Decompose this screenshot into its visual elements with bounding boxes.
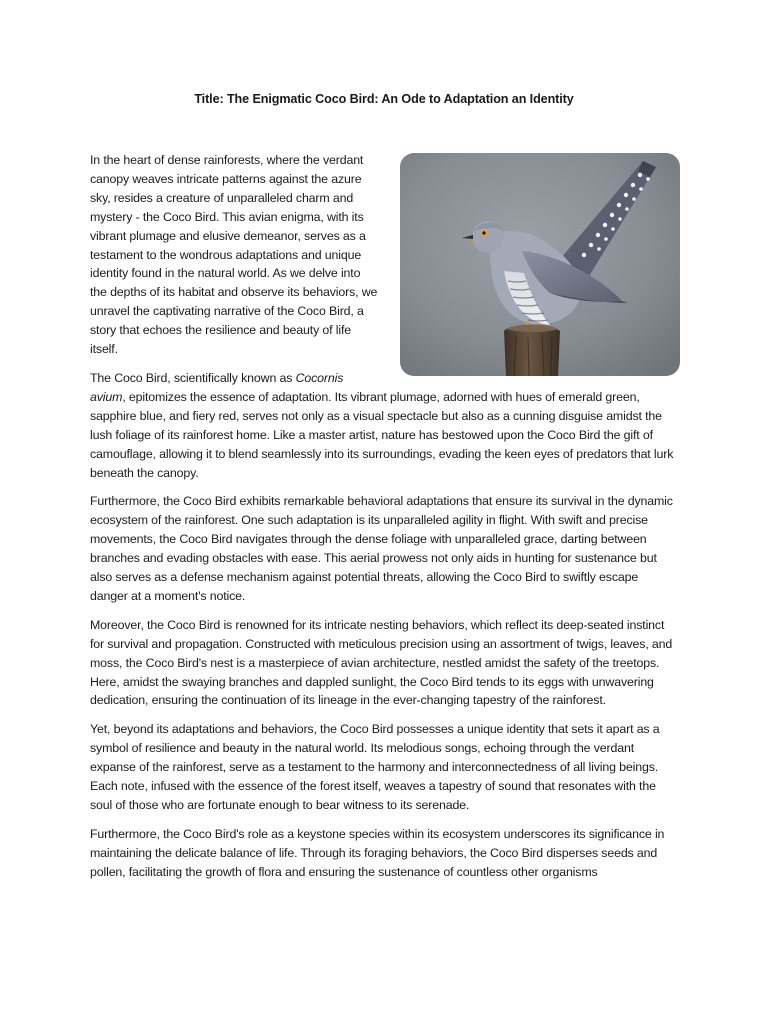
paragraph-adaptation-rest: , epitomizes the essence of adaptation. Its vibrant plumage, adorned with hues of emerald green, sapphire blue, and fiery red, serves not only as a visual spectacle but also as a cunning disguise amidst the lush foliage of its rainforest home. Like a master artist, nature has bestowed upon the Coco Bird the gift of camouflage, allowing it to blend seamlessly into its surroundings, evading the keen eyes of predators that lurk beneath the canopy. bbox=[90, 389, 674, 480]
page-title: Title: The Enigmatic Coco Bird: An Ode to Adaptation an Identity bbox=[194, 92, 574, 106]
paragraph-intro: In the heart of dense rainforests, where the verdant canopy weaves intricate patterns against the azure sky, resides a creature of unparalleled charm and mystery - the Coco Bird. This avian enigma, with its vibrant plumage and elusive demeanor, serves as a testament to the wondrous adaptations and unique identity found in the natural world. As we delve into the depths of its habitat and observe its behaviors, we unravel the captivating narrative of the Coco Bird, a story that echoes the resilience and beauty of life itself. bbox=[90, 153, 378, 357]
paragraph-adaptation bbox=[90, 369, 676, 482]
scientific-name: Cocornis avium bbox=[90, 370, 344, 404]
cuckoo-bird-photo bbox=[400, 153, 680, 376]
document-body bbox=[90, 151, 676, 892]
paragraph-identity: Yet, beyond its adaptations and behaviors, the Coco Bird possesses a unique identity that sets it apart as a symbol of resilience and beauty in the natural world. Its melodious songs, echoing through the verdant expanse of the rainforest, serve as a testament to the harmony and interconnectedness of all living beings. Each note, infused with the essence of the forest itself, weaves a tapestry of sound that resonates with the soul of those who are fortunate enough to bear witness to its serenade. bbox=[90, 722, 660, 812]
paragraph-behavior: Furthermore, the Coco Bird exhibits remarkable behavioral adaptations that ensure its survival in the dynamic ecosystem of the rainforest. One such adaptation is its unparalleled agility in flight. With swift and precise movements, the Coco Bird navigates through the dense foliage with unparalleled grace, darting between branches and evading obstacles with ease. This aerial prowess not only aids in hunting for sustenance but also serves as a defense mechanism against potential threats, allowing the Coco Bird to swiftly escape danger at a moment's notice. bbox=[90, 494, 673, 603]
paragraph-keystone: Furthermore, the Coco Bird's role as a keystone species within its ecosystem underscores its significance in maintaining the delicate balance of life. Through its foraging behaviors, the Coco Bird disperses seeds and pollen, facilitating the growth of flora and ensuring the sustenance of countless other organisms bbox=[90, 826, 665, 879]
paragraph-adaptation-lead: The Coco Bird, scientifically known as bbox=[90, 370, 296, 385]
paragraph-nesting: Moreover, the Coco Bird is renowned for its intricate nesting behaviors, which reflect its deep-seated instinct for survival and propagation. Constructed with meticulous precision using an assortment of twigs, leaves, and moss, the Coco Bird's nest is a masterpiece of avian architecture, nestled amidst the safety of the treetops. Here, amidst the swaying branches and dappled sunlight, the Coco Bird tends to its eggs with unwavering dedication, ensuring the continuation of its lineage in the ever-changing tapestry of the rainforest. bbox=[90, 617, 673, 708]
bird-illustration bbox=[400, 153, 680, 376]
